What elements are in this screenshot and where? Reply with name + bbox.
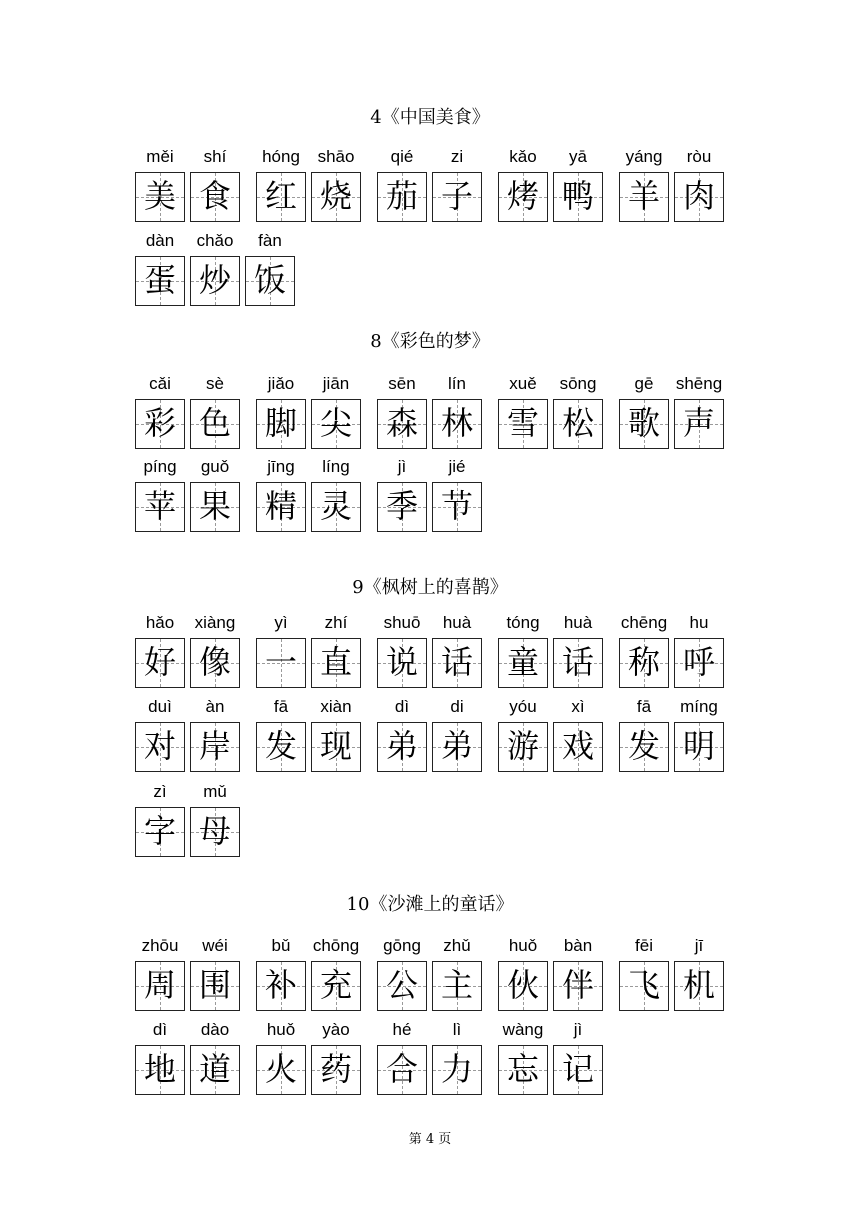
hanzi-character: 火 [264,1050,297,1088]
tianzige-box [432,399,482,449]
pinyin-label: píng [143,457,177,476]
pinyin-label: dì [394,697,410,716]
hanzi-character: 脚 [264,404,297,442]
tianzige-box [135,1045,185,1095]
vocab-word [256,1020,366,1100]
hanzi-character: 伴 [561,966,594,1004]
vocab-word [256,697,366,777]
vocab-word [135,697,245,777]
tianzige-box [190,1045,240,1095]
pinyin-label: xiàng [194,613,236,632]
tianzige-box [135,482,185,532]
vocab-word [619,936,729,1016]
hanzi-character: 字 [143,812,176,850]
pinyin-label: lì [452,1020,462,1039]
hanzi-character: 林 [440,404,473,442]
pinyin-label: cǎi [149,374,171,393]
pinyin-label: qié [390,147,414,166]
pinyin-label: bàn [563,936,593,955]
pinyin-label: fā [636,697,652,716]
pinyin-label: měi [146,147,174,166]
hanzi-character: 合 [385,1050,418,1088]
pinyin-label: chōng [312,936,360,955]
pinyin-label: hóng [262,147,300,166]
tianzige-box [311,722,361,772]
tianzige-box [432,638,482,688]
pinyin-label: sōng [559,374,597,393]
vocab-word [377,457,487,537]
hanzi-character: 饭 [253,261,286,299]
hanzi-character: 地 [143,1050,176,1088]
pinyin-label: zì [153,782,167,801]
hanzi-character: 飞 [627,966,660,1004]
tianzige-box [498,399,548,449]
tianzige-box [553,172,603,222]
tianzige-box [190,256,240,306]
pinyin-label: yì [274,613,288,632]
pinyin-label: wéi [202,936,228,955]
tianzige-box [553,399,603,449]
tianzige-box [377,399,427,449]
hanzi-character: 子 [440,177,473,215]
hanzi-character: 明 [682,727,715,765]
hanzi-character: 节 [440,487,473,525]
hanzi-character: 母 [198,812,231,850]
hanzi-character: 对 [143,727,176,765]
hanzi-character: 药 [319,1050,352,1088]
tianzige-box [190,722,240,772]
hanzi-character: 弟 [440,727,473,765]
hanzi-character: 补 [264,966,297,1004]
pinyin-label: xì [571,697,585,716]
hanzi-character: 松 [561,404,594,442]
hanzi-character: 季 [385,487,418,525]
vocab-word [135,231,300,311]
hanzi-character: 现 [319,727,352,765]
hanzi-character: 森 [385,404,418,442]
pinyin-label: guǒ [200,457,230,476]
tianzige-box [377,1045,427,1095]
tianzige-box [190,807,240,857]
pinyin-label: huǒ [508,936,538,955]
hanzi-character: 发 [264,727,297,765]
hanzi-character: 岸 [198,727,231,765]
tianzige-box [498,722,548,772]
tianzige-box [377,722,427,772]
pinyin-label: jiān [322,374,350,393]
vocab-word [377,613,487,693]
tianzige-box [432,1045,482,1095]
tianzige-box [135,722,185,772]
vocab-word [135,1020,245,1100]
section-title: 8《彩色的梦》 [370,331,490,352]
hanzi-character: 色 [198,404,231,442]
pinyin-label: kǎo [509,147,537,166]
hanzi-character: 彩 [143,404,176,442]
hanzi-character: 好 [143,643,176,681]
hanzi-character: 忘 [506,1050,539,1088]
tianzige-box [674,172,724,222]
pinyin-label: shāo [317,147,355,166]
pinyin-label: gōng [383,936,421,955]
tianzige-box [311,399,361,449]
pinyin-label: yáng [625,147,663,166]
vocab-word [498,697,608,777]
hanzi-character: 弟 [385,727,418,765]
section-title: 4《中国美食》 [370,107,490,128]
tianzige-box [256,1045,306,1095]
pinyin-label: zhōu [141,936,179,955]
hanzi-character: 红 [264,177,297,215]
tianzige-box [377,482,427,532]
tianzige-box [498,638,548,688]
hanzi-character: 周 [143,966,176,1004]
hanzi-character: 游 [506,727,539,765]
vocab-word [135,147,245,227]
tianzige-box [311,172,361,222]
tianzige-box [311,638,361,688]
pinyin-label: xiàn [320,697,352,716]
hanzi-character: 果 [198,487,231,525]
hanzi-character: 直 [319,643,352,681]
hanzi-character: 记 [561,1050,594,1088]
pinyin-label: tóng [506,613,540,632]
pinyin-label: dì [152,1020,168,1039]
tianzige-box [553,961,603,1011]
tianzige-box [256,638,306,688]
tianzige-box [619,722,669,772]
hanzi-character: 声 [682,404,715,442]
tianzige-box [432,961,482,1011]
vocab-word [135,457,245,537]
pinyin-label: di [450,697,464,716]
pinyin-label: wàng [502,1020,544,1039]
vocab-word [498,147,608,227]
tianzige-box [311,961,361,1011]
vocab-word [498,613,608,693]
vocab-word [256,374,366,454]
tianzige-box [674,722,724,772]
hanzi-character: 说 [385,643,418,681]
pinyin-label: jié [448,457,466,476]
hanzi-character: 烧 [319,177,352,215]
tianzige-box [432,172,482,222]
hanzi-character: 戏 [561,727,594,765]
hanzi-character: 雪 [506,404,539,442]
hanzi-character: 话 [440,643,473,681]
tianzige-box [190,638,240,688]
tianzige-box [674,638,724,688]
hanzi-character: 力 [440,1050,473,1088]
pinyin-label: yóu [509,697,537,716]
hanzi-character: 呼 [682,643,715,681]
pinyin-label: mǔ [203,782,227,801]
tianzige-box [135,256,185,306]
pinyin-label: àn [205,697,225,716]
tianzige-box [619,399,669,449]
tianzige-box [135,638,185,688]
tianzige-box [619,172,669,222]
tianzige-box [619,961,669,1011]
tianzige-box [553,638,603,688]
pinyin-label: lín [448,374,466,393]
pinyin-label: míng [680,697,718,716]
pinyin-label: huà [563,613,593,632]
tianzige-box [674,399,724,449]
hanzi-character: 烤 [506,177,539,215]
pinyin-label: líng [322,457,350,476]
section-title: 10《沙滩上的童话》 [346,894,514,915]
pinyin-label: shí [203,147,227,166]
hanzi-character: 鸭 [561,177,594,215]
tianzige-box [498,1045,548,1095]
vocab-word [256,613,366,693]
pinyin-label: bǔ [271,936,291,955]
tianzige-box [190,399,240,449]
pinyin-label: hǎo [145,613,175,632]
hanzi-character: 蛋 [143,261,176,299]
hanzi-character: 尖 [319,404,352,442]
tianzige-box [245,256,295,306]
vocab-word [135,936,245,1016]
tianzige-box [377,638,427,688]
pinyin-label: huǒ [266,1020,296,1039]
hanzi-character: 精 [264,487,297,525]
pinyin-label: hé [392,1020,412,1039]
tianzige-box [256,482,306,532]
vocab-word [377,697,487,777]
vocab-word [619,697,729,777]
vocab-word [498,1020,608,1100]
tianzige-box [256,399,306,449]
hanzi-character: 主 [440,966,473,1004]
pinyin-label: shēng [675,374,723,393]
hanzi-character: 公 [385,966,418,1004]
pinyin-label: zhí [324,613,348,632]
pinyin-label: shuō [383,613,421,632]
hanzi-character: 道 [198,1050,231,1088]
hanzi-character: 像 [198,643,231,681]
pinyin-label: fā [273,697,289,716]
pinyin-label: fēi [635,936,653,955]
pinyin-label: hu [689,613,709,632]
hanzi-character: 美 [143,177,176,215]
vocab-word [619,613,729,693]
pinyin-label: dàn [145,231,175,250]
tianzige-box [498,172,548,222]
tianzige-box [553,1045,603,1095]
pinyin-label: ròu [686,147,712,166]
tianzige-box [256,961,306,1011]
hanzi-character: 食 [198,177,231,215]
tianzige-box [190,172,240,222]
vocab-word [256,936,366,1016]
pinyin-label: xuě [509,374,537,393]
tianzige-box [432,722,482,772]
pinyin-label: chǎo [196,231,234,250]
section-title: 9《枫树上的喜鹊》 [352,577,508,598]
tianzige-box [311,482,361,532]
pinyin-label: duì [148,697,172,716]
pinyin-label: yào [322,1020,350,1039]
pinyin-label: chēng [620,613,668,632]
pinyin-label: sēn [388,374,416,393]
tianzige-box [498,961,548,1011]
hanzi-character: 围 [198,966,231,1004]
vocab-word [135,613,245,693]
pinyin-label: dào [200,1020,230,1039]
hanzi-character: 话 [561,643,594,681]
tianzige-box [135,807,185,857]
hanzi-character: 苹 [143,487,176,525]
pinyin-label: huà [442,613,472,632]
pinyin-label: yā [569,147,587,166]
page-footer: 第 4 页 [408,1132,452,1147]
vocab-word [135,374,245,454]
pinyin-label: zhǔ [443,936,471,955]
vocab-word [619,374,729,454]
vocab-word [256,147,366,227]
tianzige-box [190,961,240,1011]
pinyin-label: jiǎo [267,374,295,393]
hanzi-character: 茄 [385,177,418,215]
pinyin-label: jì [573,1020,583,1039]
pinyin-label: gē [634,374,654,393]
pinyin-label: zi [450,147,464,166]
vocab-word [377,1020,487,1100]
tianzige-box [619,638,669,688]
hanzi-character: 童 [506,643,539,681]
hanzi-character: 伙 [506,966,539,1004]
tianzige-box [135,172,185,222]
tianzige-box [432,482,482,532]
vocab-word [135,782,245,862]
tianzige-box [135,399,185,449]
pinyin-label: fàn [258,231,282,250]
tianzige-box [674,961,724,1011]
hanzi-character: 充 [319,966,352,1004]
vocab-word [377,374,487,454]
vocab-word [498,374,608,454]
hanzi-character: 肉 [682,177,715,215]
pinyin-label: jì [397,457,407,476]
vocab-word [256,457,366,537]
vocab-word [619,147,729,227]
pinyin-label: sè [206,374,224,393]
tianzige-box [311,1045,361,1095]
tianzige-box [377,172,427,222]
pinyin-label: jīng [267,457,295,476]
hanzi-character: 称 [627,643,660,681]
hanzi-character: 灵 [319,487,352,525]
tianzige-box [256,172,306,222]
tianzige-box [553,722,603,772]
vocab-word [377,147,487,227]
hanzi-character: 一 [264,643,297,681]
tianzige-box [256,722,306,772]
hanzi-character: 机 [682,966,715,1004]
tianzige-box [135,961,185,1011]
hanzi-character: 炒 [198,261,231,299]
vocab-word [498,936,608,1016]
tianzige-box [190,482,240,532]
hanzi-character: 发 [627,727,660,765]
hanzi-character: 歌 [627,404,660,442]
tianzige-box [377,961,427,1011]
hanzi-character: 羊 [627,177,660,215]
vocab-word [377,936,487,1016]
pinyin-label: jī [694,936,704,955]
